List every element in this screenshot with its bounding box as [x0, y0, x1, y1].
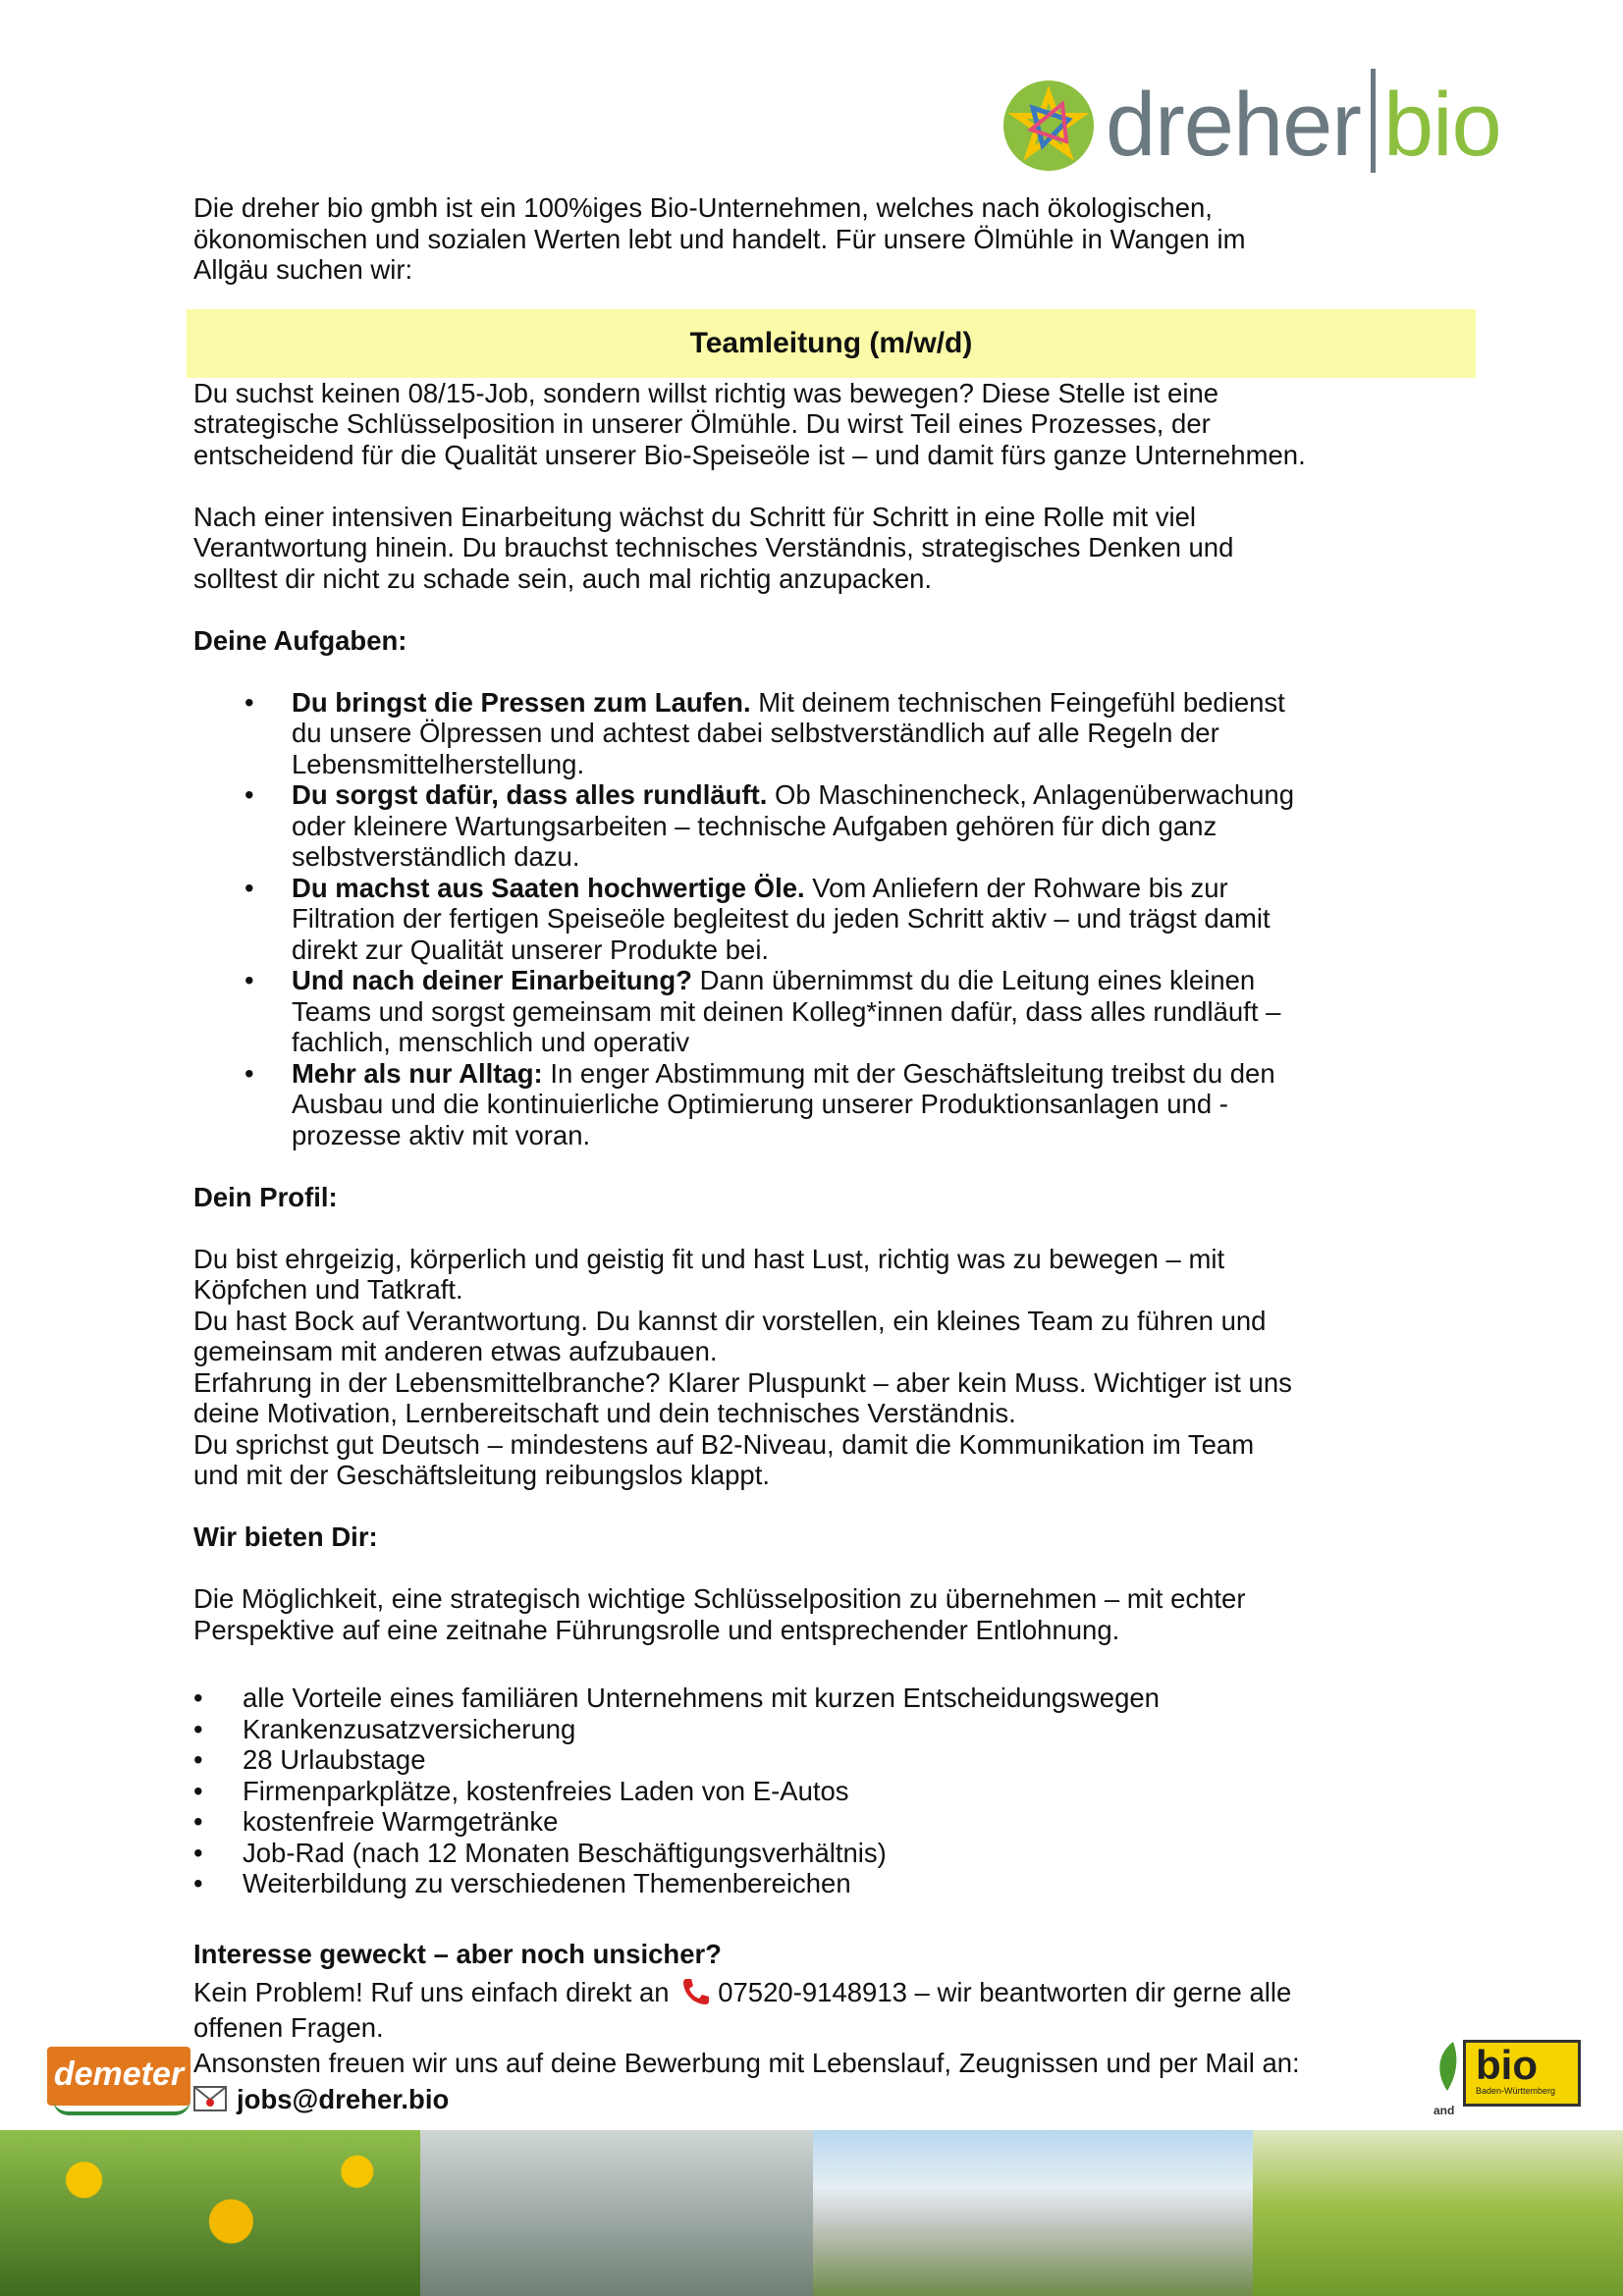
tasks-heading: Deine Aufgaben:	[193, 624, 407, 656]
paragraph-2: Nach einer intensiven Einarbeitung wächst du Schritt für Schritt in eine Rolle mit viel Verantwortung hinein. Du brauchst technisches Verständnis, strategisches Denken und solltest dir nicht zu schade sein, auch mal richtig anzupacken.	[193, 501, 1234, 594]
building-photo	[813, 2130, 1253, 2296]
bullet-icon: •	[244, 872, 254, 903]
bio-seal-label: bio	[1476, 2042, 1538, 2088]
benefit-item	[193, 1838, 1470, 1869]
benefit-item	[193, 1714, 1470, 1745]
tasks-list	[193, 687, 1470, 1151]
leaf-icon	[1434, 2040, 1459, 2118]
profile-text: Du bist ehrgeizig, körperlich und geistig fit und hast Lust, richtig was zu bewegen – mit Köpfchen und Tatkraft. Du hast Bock auf Verantwortung. Du kannst dir vorstellen, ein kleines Team zu führen und gemeinsam mit anderen etwas aufzubauen. Erfahrung in der Lebensmittelbranche? Klarer Pluspunkt – aber kein Muss. Wichtiger ist uns deine Motivation, Lernbereitschaft und dein technisches Verständnis. Du sprichst gut Deutsch – mindestens auf B2-Niveau, damit die Kommunikation im Team und mit der Geschäftsleitung reibungslos klappt.	[193, 1243, 1292, 1490]
paragraph-1: Du suchst keinen 08/15-Job, sondern willst richtig was bewegen? Diese Stelle ist eine strategische Schlüsselposition in unserer Ölmühle. Du wirst Teil eines Prozesses, der entscheidend für die Qualität unserer Bio-Speiseöle ist – und damit fürs ganze Unternehmen.	[193, 377, 1306, 470]
benefit-item	[193, 1776, 1470, 1807]
bullet-icon: •	[244, 965, 254, 995]
bullet-icon: •	[193, 1868, 203, 1898]
benefit-text: Job-Rad (nach 12 Monaten Beschäftigungsverhältnis)	[243, 1837, 887, 1868]
bullet-icon: •	[193, 1713, 203, 1744]
benefit-item	[193, 1806, 1470, 1838]
demeter-label: demeter	[53, 2056, 185, 2093]
bullet-icon: •	[244, 779, 254, 810]
bio-seal-subtitle: Baden-Württemberg	[1476, 2086, 1556, 2096]
task-bold: Du sorgst dafür, dass alles rundläuft.	[292, 779, 768, 810]
bullet-icon: •	[193, 1806, 203, 1837]
job-posting-body	[193, 192, 1470, 2118]
dreher-bio-logo	[1003, 69, 1553, 187]
logo-separator	[1371, 69, 1376, 173]
bullet-icon: •	[193, 1837, 203, 1868]
benefits-list	[193, 1682, 1470, 1899]
task-item	[193, 687, 1470, 780]
benefit-text: alle Vorteile eines familiären Unternehmens mit kurzen Entscheidungswegen	[243, 1682, 1160, 1713]
benefit-item	[193, 1744, 1470, 1776]
logo-wordmark	[1106, 69, 1501, 179]
job-title: Teamleitung (m/w/d)	[689, 327, 973, 359]
bullet-icon: •	[193, 1682, 203, 1713]
task-text: Ob Maschinencheck, Anlagenüberwachung oder kleinere Wartungsarbeiten – technische Aufgaben gehören für dich ganz selbstverständlich dazu.	[292, 779, 1295, 872]
benefit-text: kostenfreie Warmgetränke	[243, 1806, 559, 1837]
logo-word-dreher: dreher	[1106, 75, 1361, 175]
benefit-item	[193, 1682, 1470, 1714]
phone-number-link[interactable]: 07520-9148913	[718, 1977, 907, 2007]
bullet-icon: •	[244, 686, 254, 718]
email-link[interactable]: jobs@dreher.bio	[237, 2084, 450, 2114]
title-spacer	[193, 286, 1470, 378]
silo-photo	[420, 2130, 813, 2296]
contact-call-text: Kein Problem! Ruf uns einfach direkt an 07520-9148913 – wir beantworten dir gerne alle offenen Fragen.	[193, 1977, 1292, 2043]
task-item	[193, 779, 1470, 873]
intro-text: Die dreher bio gmbh ist ein 100%iges Bio-Unternehmen, welches nach ökologischen, ökonomischen und sozialen Werten lebt und handelt. Für unsere Ölmühle in Wangen im Allgäu suchen wir:	[193, 192, 1246, 285]
email-line	[193, 2081, 1470, 2118]
task-bold: Du bringst die Pressen zum Laufen.	[292, 686, 751, 718]
mail-icon	[193, 2084, 227, 2109]
task-item	[193, 873, 1470, 966]
logo-star-icon	[1003, 80, 1094, 171]
contact-heading: Interesse geweckt – aber noch unsicher?	[193, 1938, 722, 1969]
phone-icon	[680, 1976, 712, 2005]
offer-text: Die Möglichkeit, eine strategisch wichtige Schlüsselposition zu übernehmen – mit echter Perspektive auf eine zeitnahe Führungsrolle und entsprechender Entlohnung.	[193, 1583, 1246, 1645]
task-item	[193, 965, 1470, 1058]
leaf-caption: and	[1434, 2104, 1455, 2117]
benefit-item	[193, 1868, 1470, 1899]
task-bold: Und nach deiner Einarbeitung?	[292, 965, 692, 995]
bullet-icon: •	[193, 1775, 203, 1806]
demeter-badge	[47, 2047, 190, 2106]
task-bold: Mehr als nur Alltag:	[292, 1057, 543, 1089]
profile-heading: Dein Profil:	[193, 1181, 338, 1212]
sunflower-photo	[0, 2130, 420, 2296]
task-item	[193, 1058, 1470, 1151]
task-text: In enger Abstimmung mit der Geschäftsleitung treibst du den Ausbau und die kontinuierliche Optimierung unserer Produktionsanlagen und - prozesse aktiv mit voran.	[292, 1057, 1275, 1150]
apply-text: Ansonsten freuen wir uns auf deine Bewerbung mit Lebenslauf, Zeugnissen und per Mail an:	[193, 2048, 1300, 2078]
bullet-icon: •	[193, 1744, 203, 1775]
bullet-icon: •	[244, 1057, 254, 1089]
benefit-text: Firmenparkplätze, kostenfreies Laden von E-Autos	[243, 1775, 849, 1806]
photo-strip	[0, 2130, 1623, 2296]
task-text: Dann übernimmst du die Leitung eines kleinen Teams und sorgst gemeinsam mit deinen Kolleg*innen dafür, dass alles rundläuft – fachlich, menschlich und operativ	[292, 965, 1281, 1057]
benefit-text: 28 Urlaubstage	[243, 1744, 426, 1775]
offer-heading: Wir bieten Dir:	[193, 1522, 378, 1552]
logo-word-bio: bio	[1382, 75, 1501, 175]
task-bold: Du machst aus Saaten hochwertige Öle.	[292, 872, 805, 903]
task-text: Vom Anliefern der Rohware bis zur Filtration der fertigen Speiseöle begleitest du jeden Schritt aktiv – und trägst damit direkt zur Qualität unserer Produkte bei.	[292, 872, 1271, 965]
bio-baden-wuerttemberg-seal	[1463, 2040, 1581, 2107]
grain-field-photo	[1253, 2130, 1623, 2296]
benefit-text: Krankenzusatzversicherung	[243, 1713, 576, 1744]
task-text: Mit deinem technischen Feingefühl bedienst du unsere Ölpressen und achtest dabei selbstverständlich auf alle Regeln der Lebensmittelherstellung.	[292, 686, 1285, 779]
benefit-text: Weiterbildung zu verschiedenen Themenbereichen	[243, 1868, 851, 1898]
